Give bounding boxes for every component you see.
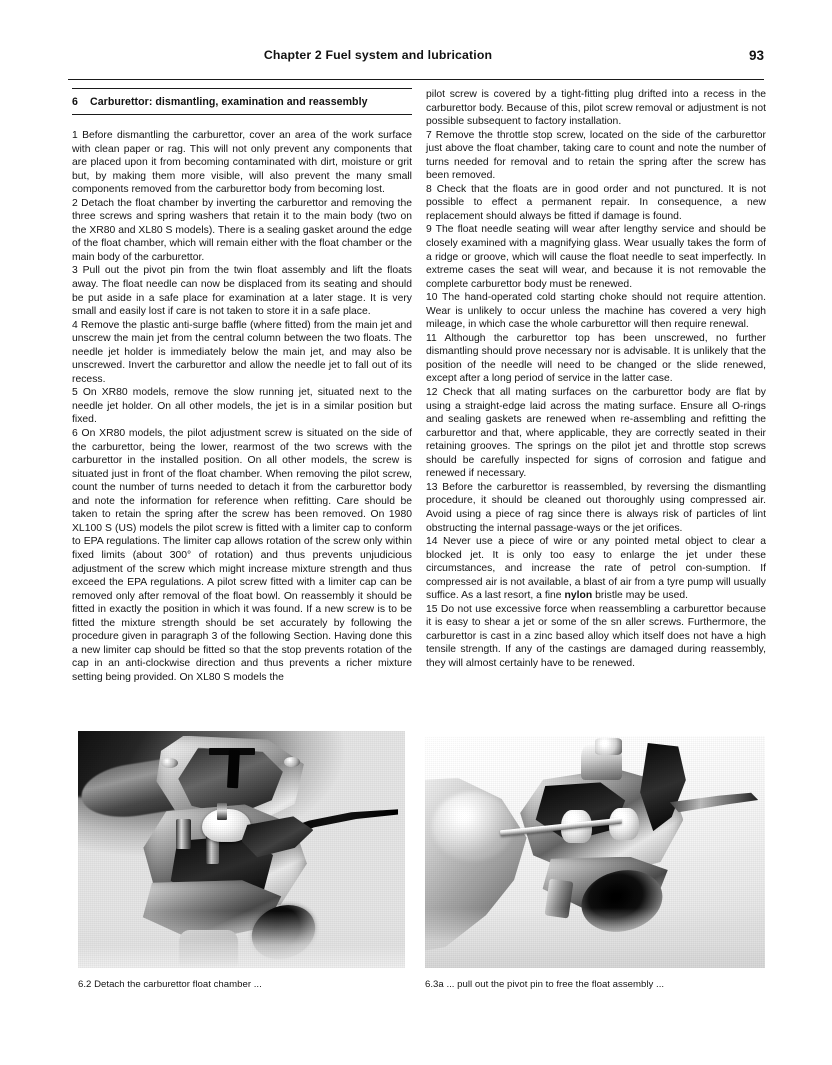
paragraph-6: 6 On XR80 models, the pilot adjustment screw is situated on the side of the carburettor, being the lower, rearmost of the two screws with the carburettor in the installed position. On all other models, the screw is situated just in front of the float chamber. When removing the pilot screw, count the number of turns needed to detach it from the carburettor body and note the information for reference when refitting. Care should be taken to retain the spring after the screw has been removed. On 1980 XL100 S (US) models the pilot screw is fitted with a limiter cap to conform to EPA regulations. The limiter cap allows rotation of the screw only within fixed limits (about 300° of rotation) and thus prevents unjudicious adjustment of the screw which might increase mixture strength and thus exceed the EPA regulations. A pilot screw fitted with a limiter cap can be removed only after removal of the float bowl. On reassembly it should be fitted in exactly the position in which it was found. If a new screw is to be fitted the mixture strength should be set accurately by following the procedure given in paragraph 3 of the following Section. Having done this a new limiter cap should be fitted so that the stop prevents rotation of the cap in an anti-clockwise direction and thus prevents a richer mixture setting being provided. On XL80 S models the <box>72 428 412 683</box>
paragraph-7: 7 Remove the throttle stop screw, located on the side of the carburettor just above the float chamber, taking care to count and note the number of turns needed for removal and to retain the spring after the screw has been removed. <box>426 129 766 182</box>
paragraph-11: 11 Although the carburettor top has been unscrewed, no further dismantling should prove necessary nor is advisable. It is unlikely that the position of the needle will need to be changed or the slide renewed, except after a long period of service in the latter case. <box>426 332 766 385</box>
paragraph-14-text-part1: 14 Never use a piece of wire or any pointed metal object to clear a blocked jet. It is only too easy to enlarge the jet under these circumstances, and increase the rate of petrol con-sumption. If compressed air is not available, a blast of air from a tyre pump will usually suffice. As a last resort, a fine <box>426 536 766 602</box>
figure-6-2 <box>78 731 405 968</box>
photo-layers <box>78 731 405 968</box>
paragraph-15: 15 Do not use excessive force when reassembling a carburettor because it is easy to shear a jet or some of the sn aller screws. Furthermore, the carburettor is cast in a zinc based alloy which itself does not have a high tensile strength. If any of the castings are damaged during reassembly, they will almost certainly have to be renewed. <box>426 603 766 669</box>
figure-6-2-photo <box>78 731 405 968</box>
paragraph-5: 5 On XR80 models, remove the slow running jet, situated next to the needle jet holder. On all other models, the jet is in a similar position but fixed. <box>72 387 412 426</box>
paragraph-4: 4 Remove the plastic anti-surge baffle (where fitted) from the main jet and unscrew the main jet from the central column between the two floats. The needle jet holder is immediately below the main jet, and may also be unscrewed. Invert the carburettor and allow the needle jet to fall out of its recess. <box>72 319 412 385</box>
paragraph-3: 3 Pull out the pivot pin from the twin float assembly and lift the floats away. The float needle can now be displaced from its seating and should be put aside in a safe place for examination at a later stage. It is very small and easily lost if care is not taken to store it in a safe place. <box>72 265 412 318</box>
paragraph-13: 13 Before the carburettor is reassembled, by reversing the dismantling procedure, it should be cleaned out thoroughly using compressed air. Avoid using a piece of rag since there is always risk of particles of lint obstructing the internal passage-ways or the jet orifices. <box>426 481 766 534</box>
section-heading-text <box>72 96 412 108</box>
section-rule-bottom <box>72 114 412 115</box>
paragraph-14-text-part2: bristle may be used. <box>592 590 689 602</box>
figure-6-2-caption: 6.2 Detach the carburettor float chamber ... <box>78 979 262 990</box>
photo-layers <box>425 736 765 968</box>
left-column <box>72 88 412 684</box>
section-number: 6 <box>72 96 78 108</box>
figure-6-3a-caption: 6.3a ... pull out the pivot pin to free the float assembly ... <box>425 979 665 990</box>
running-head <box>68 48 764 70</box>
page-number: 93 <box>748 48 764 63</box>
paragraph-14-emphasis: nylon <box>564 590 593 602</box>
section-title: Carburettor: dismantling, examination and reassembly <box>90 96 368 108</box>
section-heading <box>72 88 412 115</box>
paragraph-6-continued: pilot screw is covered by a tight-fitting plug drifted into a recess in the carburettor body. Because of this, pilot screw removal or adjustment is not possible subsequent to factory installation. <box>426 89 766 128</box>
paragraph-9: 9 The float needle seating will wear after lengthy service and should be closely examined with a magnifying glass. Wear usually takes the form of a ridge or groove, which will cause the float needle to seat imperfectly. In extreme cases the seat will wear, and because it is not removable the complete carburettor body must be renewed. <box>426 224 766 290</box>
header-rule <box>68 79 764 80</box>
paragraph-14 <box>426 535 766 603</box>
figure-6-3a <box>425 736 765 968</box>
paragraph-2: 2 Detach the float chamber by inverting the carburettor and removing the three screws and spring washers that retain it to the main body (two on the XR80 and XL80 S models). There is a sealing gasket around the edge of the float chamber, which will remain either with the float chamber or the main body of the carburettor. <box>72 197 412 263</box>
figure-6-3a-photo <box>425 736 765 968</box>
running-head-title: Chapter 2 Fuel system and lubrication <box>263 48 493 62</box>
paragraph-1: 1 Before dismantling the carburettor, cover an area of the work surface with clean paper or rag. This will not only prevent any components that are placed upon it from becoming contaminated with dirt, moisture or grit but, by making them more visible, will also prevent the many small components removed from the carburettor body from becoming lost. <box>72 130 412 196</box>
right-column <box>426 88 766 671</box>
section-rule-top <box>72 88 412 89</box>
paragraph-12: 12 Check that all mating surfaces on the carburettor body are flat by using a straight-edge laid across the mating surface. Ensure all O-rings and sealing gaskets are renewed when re-assembling and refitting the carburettor and that, where applicable, they are correctly seated in their retaining grooves. The springs on the pilot jet and throttle stop screws should be carefully inspected for signs of corrosion and fatigue and renewed if necessary. <box>426 387 766 480</box>
paragraph-10: 10 The hand-operated cold starting choke should not require attention. Wear is unlikely to occur unless the machine has covered a very high mileage, in which case the whole carburettor will then require renewal. <box>426 292 766 331</box>
paragraph-8: 8 Check that the floats are in good order and not punctured. It is not possible to effect a permanent repair. In consequence, a new replacement should always be fitted if damage is found. <box>426 183 766 222</box>
